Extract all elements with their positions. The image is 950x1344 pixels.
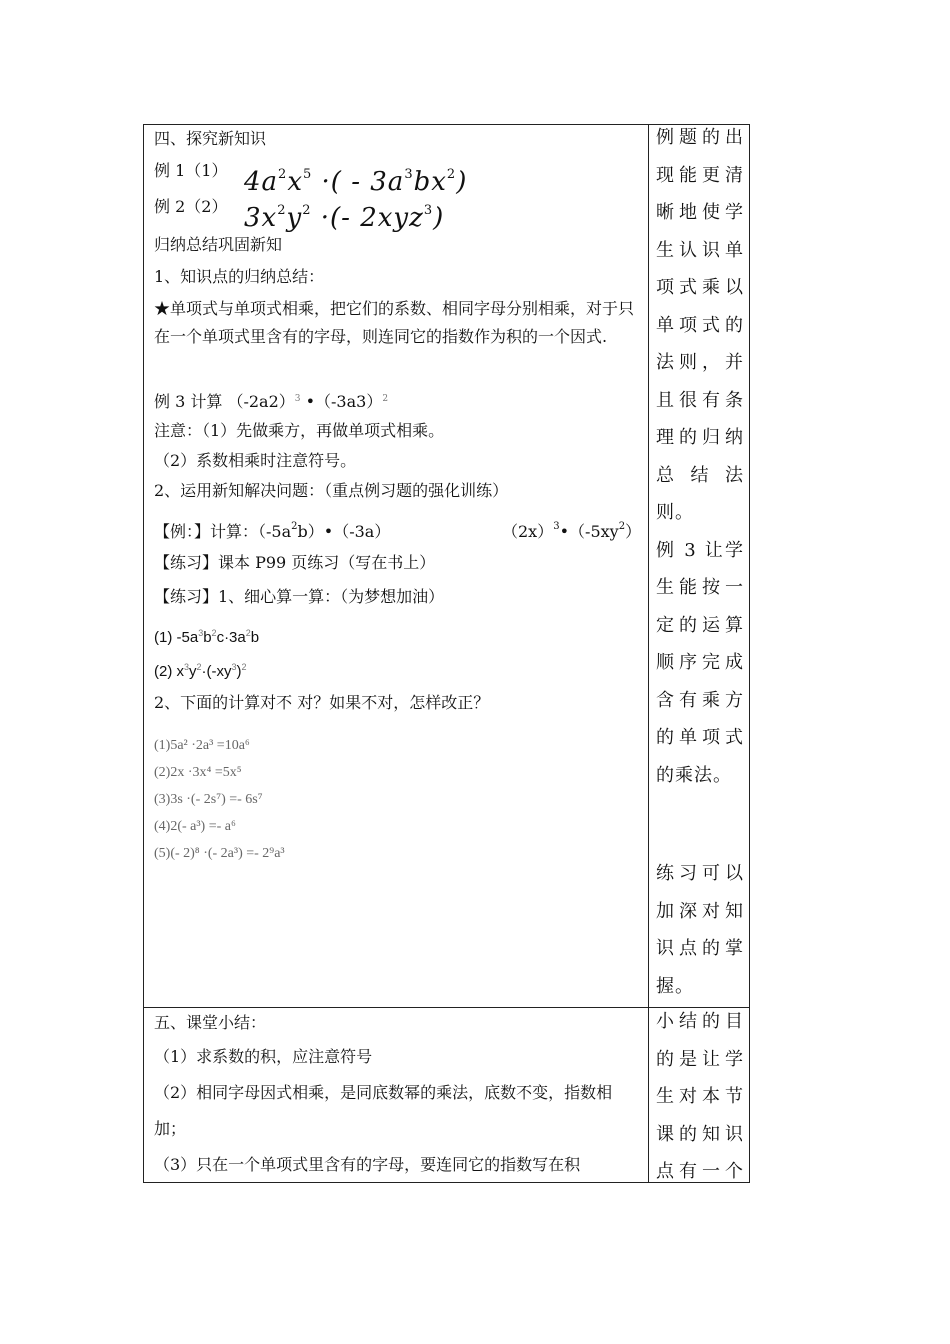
notes-block-a xyxy=(656,119,744,794)
note-row: 例题的出 xyxy=(656,127,744,148)
practice2: 【练习】1、细心算一算：（为梦想加油） xyxy=(154,587,445,606)
calc2-y: y xyxy=(189,663,197,680)
calc1-b: b xyxy=(203,629,212,646)
note-row: 握。 xyxy=(656,975,694,997)
summary-item3: （3）只在一个单项式里含有的字母，要连同它的指数写在积 xyxy=(154,1155,581,1174)
note-row: 且很有条 xyxy=(656,389,744,411)
section5-heading: 五、课堂小结： xyxy=(154,1013,267,1032)
note-row: 生认识单 xyxy=(656,239,744,261)
section4-content xyxy=(154,125,644,1005)
calc1-c: c·3a xyxy=(216,629,246,646)
question: 2、下面的计算对不 对？如果不对，怎样改正？ xyxy=(154,693,490,712)
check-5: (5)(- 2)⁸ ·(- 2a³) =- 2⁹a³ xyxy=(154,846,285,861)
example1-formula: $4a^2x^5$ ·( - $3a^3bx^2$) xyxy=(244,167,468,197)
example3-line xyxy=(154,389,388,412)
calc2-e1: 3 xyxy=(184,662,190,672)
note-row: 识点的掌 xyxy=(656,938,744,959)
example-a-rest: b）•（-3a） xyxy=(297,522,391,541)
check-2: (2)2x ·3x⁴ =5x⁵ xyxy=(154,765,242,780)
column-divider xyxy=(648,125,649,1182)
calc1-e1: 3 xyxy=(198,628,204,638)
note-row: 理的归纳 xyxy=(656,427,744,448)
calc2-e4: 2 xyxy=(241,662,247,672)
calc2 xyxy=(154,657,247,682)
example2-label: 例 2（2） xyxy=(154,197,228,216)
note-row: 练习可以 xyxy=(656,863,744,884)
note-row: 法则，并 xyxy=(656,352,744,373)
ex3-exp2: 2 xyxy=(382,394,389,404)
note2: （2）系数相乘时注意符号。 xyxy=(154,451,357,470)
practice1: 【练习】课本 P99 页练习（写在书上） xyxy=(154,553,436,572)
check-1: (1)5a² ·2a³ =10a⁶ xyxy=(154,738,250,753)
calc2-e3: 3 xyxy=(231,662,237,672)
calc1-end: b xyxy=(250,629,260,646)
notes-block-b xyxy=(656,855,744,1005)
note-row: 则。 xyxy=(656,502,694,523)
note-row: 顺序完成 xyxy=(656,652,744,673)
example-a-sup: 2 xyxy=(291,521,298,532)
lesson-table xyxy=(143,124,750,1183)
note-row: 点有一个 xyxy=(656,1161,744,1182)
point1: 1、知识点的归纳总结： xyxy=(154,267,325,286)
example-line xyxy=(154,517,390,542)
calc1-e2: 2 xyxy=(211,628,217,638)
note-row: 生能按一 xyxy=(656,577,744,598)
ex3-mid: •（-3a3） xyxy=(300,392,383,411)
note-row: 总 结 法 xyxy=(656,464,744,486)
section5-content xyxy=(154,1009,644,1181)
example1-row xyxy=(154,161,227,181)
notes-block-c xyxy=(656,1003,744,1191)
note-row: 现能更清 xyxy=(656,164,744,186)
note-row: 生对本节 xyxy=(656,1086,744,1107)
summary-item1: （1）求系数的积，应注意符号 xyxy=(154,1047,373,1066)
note-row: 课的知识 xyxy=(656,1123,744,1145)
example-a: 【例：】计算：（-5a xyxy=(154,522,292,541)
section5-notes xyxy=(656,1009,744,1181)
check-4: (4)2(- a³) =- a⁶ xyxy=(154,819,236,834)
example-line-b xyxy=(502,517,641,542)
note-row: 加深对知 xyxy=(656,900,744,922)
example-b: （2x） xyxy=(502,522,554,541)
ex3-prefix: 例 3 计算 （-2a2） xyxy=(154,392,295,411)
summary-title: 归纳总结巩固新知 xyxy=(154,235,283,254)
calc1-a: (1) -5a xyxy=(154,629,199,646)
point2: 2、运用新知解决问题：（重点例习题的强化训练） xyxy=(154,481,509,500)
note-row: 定的运算 xyxy=(656,614,744,636)
note-row: 的是让学 xyxy=(656,1048,744,1070)
calc2-a: (2) x xyxy=(154,663,184,680)
example-b-sup2: 2 xyxy=(618,521,626,532)
note-row: 晰地使学 xyxy=(656,202,744,223)
note-row: 例 3 让学 xyxy=(656,539,744,561)
section4-heading: 四、探究新知识 xyxy=(154,129,267,148)
example-b-end: ） xyxy=(625,522,642,541)
section4-notes xyxy=(656,125,744,1005)
example-b-mid: •（-5xy xyxy=(559,522,619,541)
note-row: 单项式的 xyxy=(656,314,744,336)
calc2-e2: 2 xyxy=(196,662,202,672)
calc2-mid: ·(-xy xyxy=(201,663,232,680)
note-row: 小结的目 xyxy=(656,1011,744,1032)
ex3-exp1: 3 xyxy=(294,394,301,404)
note-row: 项式乘以 xyxy=(656,277,744,298)
calc2-close: ) xyxy=(236,663,242,680)
summary-item2: （2）相同字母因式相乘，是同底数幂的乘法，底数不变，指数相加； xyxy=(154,1083,613,1138)
example1-label: 例 1（1） xyxy=(154,161,228,180)
example-b-sup1: 3 xyxy=(553,521,560,532)
rule-text: ★单项式与单项式相乘，把它们的系数、相同字母分别相乘，对于只在一个单项式里含有的字母，则连同它的指数作为积的一个因式. xyxy=(154,299,635,346)
note-row: 的乘法。 xyxy=(656,764,732,786)
note-row: 含有乘方 xyxy=(656,689,744,711)
calc1-e3: 2 xyxy=(245,628,251,638)
check-3: (3)3s ·(- 2s⁷) =- 6s⁷ xyxy=(154,792,263,807)
note-row: 的单项式 xyxy=(656,727,744,748)
calc1 xyxy=(154,623,259,648)
example2-formula: $3x^2y^2$ ·(- 2xyz$^3$) xyxy=(244,203,445,233)
note1: 注意：（1）先做乘方，再做单项式相乘。 xyxy=(154,421,445,440)
